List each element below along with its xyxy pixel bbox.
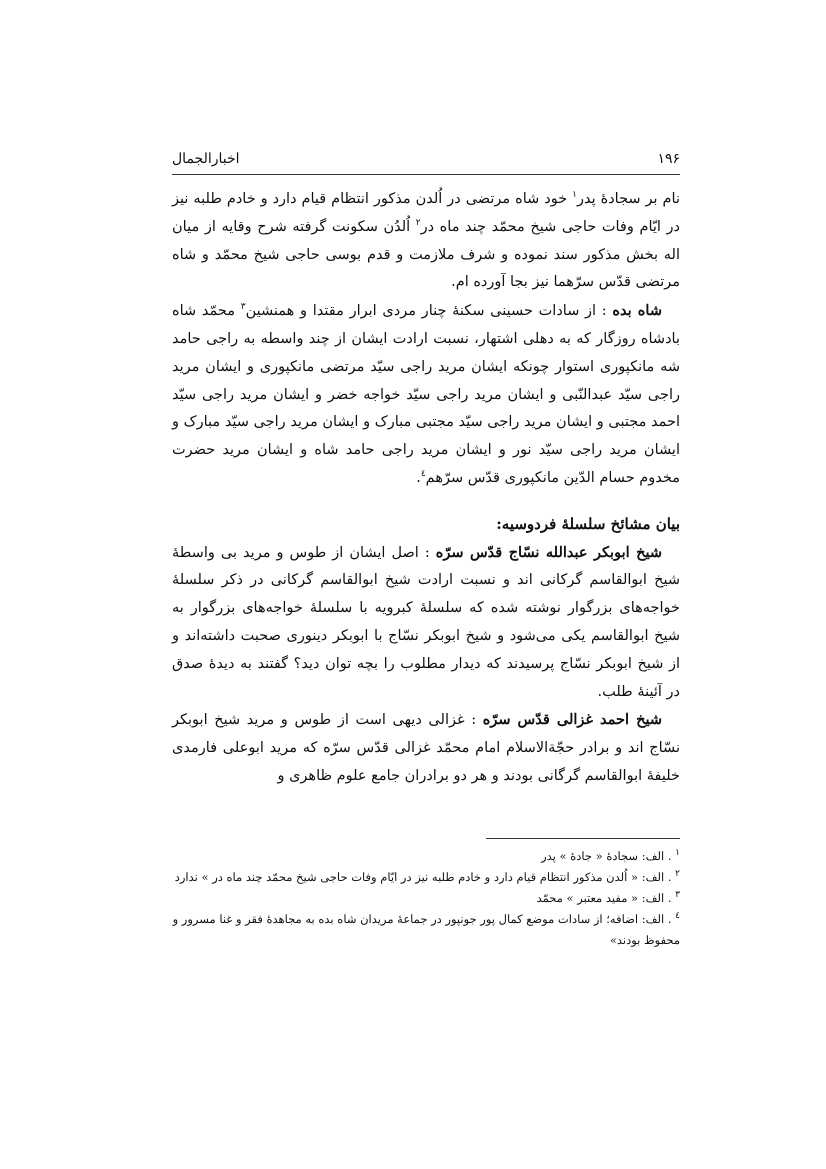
- footnote-divider: [486, 838, 680, 839]
- paragraph-3: [172, 539, 680, 707]
- book-title: اخبارالجمال: [172, 151, 240, 167]
- footnote-number: ۱: [675, 848, 680, 859]
- footnotes: [172, 846, 680, 951]
- text-run: خود شاه مرتضی در اُلدن مذکور انتظام قیام دارد و خادم طلبه نیز در ایّام وفات حاجی شیخ محمّد چند ماه در: [172, 191, 680, 235]
- footnote-text: . الف: « مفید معتبر » محمّد: [536, 891, 672, 905]
- footnote: [172, 888, 680, 909]
- text-run: محمّد شاه بادشاه روزگار که به دهلی اشتهار، نسبت ارادت ایشان از چند واسطه به راجی حامد شه مانکپوری استوار چونکه ایشان مرید راجی سیّد مرتضی مانکپوری و ایشان مرید راجی سیّد عبدالنّبی و ایشان مرید راجی سیّد خواجه خضر و ایشان مرید راجی سیّد احمد مجتبی و ایشان مرید راجی سیّد مجتبی مبارک و ایشان مرید راجی سیّد مبارک و ایشان مرید راجی سیّد نور و ایشان مرید راجی حامد شاه و ایشان مرید حضرت مخدوم حسام الدّین مانکپوری قدّس سرّهم: [172, 303, 680, 486]
- paragraph-2: [172, 297, 680, 493]
- page-number: ۱۹۶: [657, 151, 680, 167]
- footnote-ref: ۱: [572, 190, 577, 201]
- footnote: [172, 846, 680, 867]
- footnote-ref: ۳: [240, 302, 246, 313]
- text-run: نام بر سجادهٔ پدر: [576, 191, 680, 207]
- body-text: [172, 186, 680, 791]
- footnote-ref: ۲: [415, 217, 421, 228]
- footnote-text: . الف: « اُلدن مذکور انتظام قیام دارد و خادم طلبه نیز در ایّام وفات حاجی شیخ محمّد چند ماه در » ندارد: [174, 870, 672, 884]
- text-run: : اصل ایشان از طوس و مرید بی واسطهٔ شیخ ابوالقاسم گرکانی اند و نسبت ارادت شیخ ابوالقاسم گرکانی در ذکر سلسلهٔ خواجه‌های بزرگوار نوشته شده که سلسلهٔ کبرویه با سلسلهٔ خواجه‌های بزرگوار به شیخ ابوالقاسم یکی می‌شود و شیخ ابوبکر نسّاج با ابوبکر دینوری صحبت داشته‌اند و از شیخ ابوبکر نسّاج پرسیدند که دیدار مطلوب را بچه توان دید؟ گفتند به دیدهٔ صدق در آئینهٔ طلب.: [172, 544, 680, 700]
- section-heading: بیان مشائخ سلسلهٔ فردوسیه:: [496, 514, 680, 533]
- paragraph-4: [172, 706, 680, 790]
- footnote-number: ٤: [675, 911, 680, 922]
- running-header: [172, 148, 680, 170]
- footnote-number: ۳: [675, 890, 680, 901]
- footnote-ref: ٤: [420, 469, 426, 480]
- entry-name: شیخ ابوبکر عبدالله نسّاج قدّس سرّه: [435, 543, 663, 561]
- text-run: .: [416, 469, 421, 486]
- footnote-text: . الف: سجادهٔ « جادهٔ » پدر: [541, 849, 672, 863]
- paragraph-1: [172, 186, 680, 297]
- entry-name: شیخ احمد غزالی قدّس سرّه: [482, 711, 662, 729]
- entry-name: شاه بده: [612, 302, 662, 320]
- footnote-number: ۲: [675, 869, 680, 880]
- footnote: [172, 867, 680, 888]
- footnote: [172, 909, 680, 951]
- text-run: : از سادات حسینی سکنهٔ چنار مردی ابرار مقتدا و همنشین: [245, 303, 613, 320]
- text-run: : غزالی دیهی است از طوس و مرید شیخ ابوبکر نسّاج اند و برادر حجّةالاسلام امام محمّد غزالی قدّس سرّه که مرید ابوعلی فارمدی خلیفهٔ ابوالقاسم گرگانی بودند و هر دو برادران جامع علوم ظاهری و: [172, 712, 680, 784]
- text-run: اُلدُن سکونت گرفته شرح وقایه از میان اله بخش مذکور سند نموده و شرف ملازمت و قدم بوسی حاجی شیخ محمّد و شاه مرتضی قدّس سرّهما نیز بجا آورده ام.: [172, 218, 680, 291]
- header-divider: [172, 174, 680, 175]
- footnote-text: . الف: اضافه؛ از سادات موضع کمال پور جونپور در جماعهٔ مریدان شاه بده به مجاهدهٔ فقر و غنا مسرور و محفوظ بودند»: [172, 912, 680, 947]
